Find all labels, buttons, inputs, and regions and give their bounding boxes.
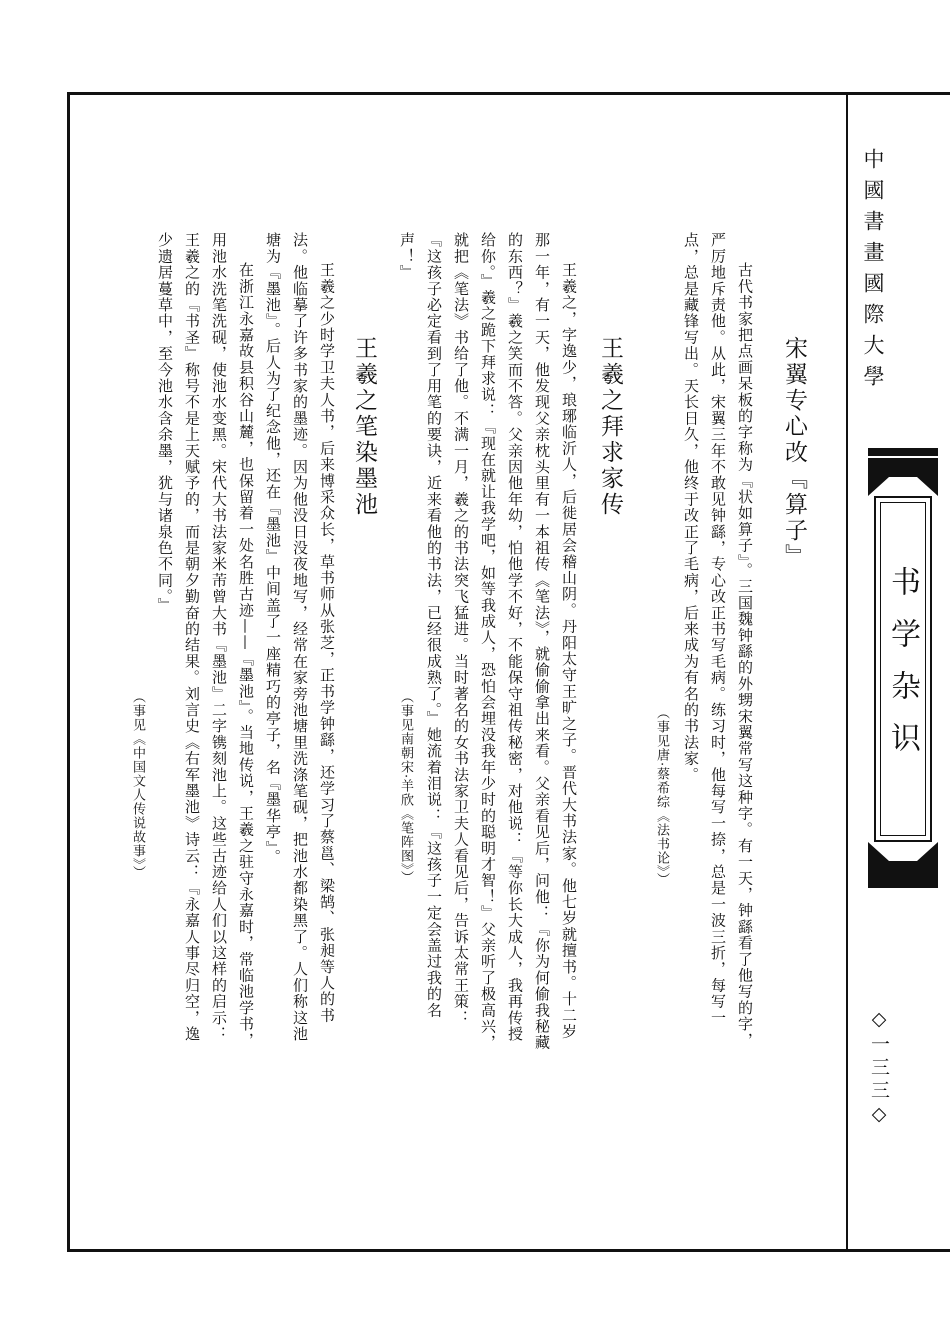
page-number: ◇一三三◇ — [868, 1008, 890, 1129]
section-title: 书学杂识 — [885, 566, 920, 774]
article-source-1: （事见唐·蔡希综《法书论》） — [654, 706, 669, 887]
article-paragraph: 王羲之，字逸少，琅琊临沂人，后徙居会稽山阴。丹阳太守王旷之子。晋代大书法家。他七岁就擅书。十二岁那一年，有一天，他发现父亲枕头里有一本祖传《笔法》，就偷偷拿出来看。父亲看见后，问他：『你为何偷我秘藏的东西？』羲之笑而不答。父亲因他年幼，怕他学不好，不能保守祖传秘密，对他说：『等你长大成人，我再传授给你。』羲之跪下拜求说：『现在就让我学吧，如等我成人，恐怕会埋没我年少时的聪明才智！』父亲听了极高兴，就把《笔法》书给了他。不满一月，羲之的书法突飞猛进。当时著名的女书法家卫夫人看见后，告诉太常王策：『这孩子必定看到了用笔的要诀，近来看他的书法，已经很成熟了。』她流着泪说：『这孩子一定会盖过我的名声！』 — [398, 232, 578, 1051]
ornament-bar-bottom — [868, 880, 938, 888]
article-paragraph: 王羲之少时学卫夫人书，后来博采众长，草书师从张芝，正书学钟繇，还学习了蔡邕、梁鹄、张昶等人的书法。他临摹了许多书家的墨迹。因为他没日没夜地写，经常在家旁池塘里洗涤笔砚，把池水都染黑了。人们称这池塘为『墨池』。后人为了纪念他，还在『墨池』中间盖了一座精巧的亭子，名『墨华亭』。 — [264, 232, 336, 1042]
article-paragraph: 在浙江永嘉故县积谷山麓，也保留着一处名胜古迹——『墨池』。当地传说，王羲之驻守永嘉时，常临池学书，用池水洗笔洗砚，使池水变黑。宋代大书法家米芾曾大书『墨池』二字镌刻池上。这些古迹给人们以这样的启示：王羲之的『书圣』称号不是上天赋予的，而是朝夕勤奋的结果。刘言史《右军墨池》诗云：『永嘉人事尽归空，逸少遗居蔓草中，至今池水含余墨，犹与诸泉色不同。』 — [156, 232, 255, 1049]
university-name: 中國書畫國際大學 — [861, 148, 885, 396]
article-source-2: （事见南朝宋·羊欣《笔阵图》） — [398, 690, 413, 885]
article-body-3 — [150, 232, 340, 1052]
article-title-3: 王羲之笔染墨池 — [351, 336, 377, 518]
article-body-1 — [672, 232, 758, 1052]
article-title-1: 宋翼专心改『算子』 — [781, 336, 807, 570]
margin-divider — [846, 92, 848, 1252]
article-title-2: 王羲之拜求家传 — [597, 336, 623, 518]
article-paragraph: 古代书家把点画呆板的字称为『状如算子』。三国魏钟繇的外甥宋翼常写这种字。有一天，钟繇看了他写的字，严厉地斥责他。从此，宋翼三年不敢见钟繇，专心改正书写毛病。练习时，他每写一捺，总是一波三折，每写一点，总是藏锋写出。天长日久，他终于改正了毛病，后来成为有名的书法家。 — [682, 232, 754, 1049]
article-source-3: （事见《中国文人传说故事》） — [130, 690, 145, 880]
ornament-bar-top — [868, 448, 938, 456]
